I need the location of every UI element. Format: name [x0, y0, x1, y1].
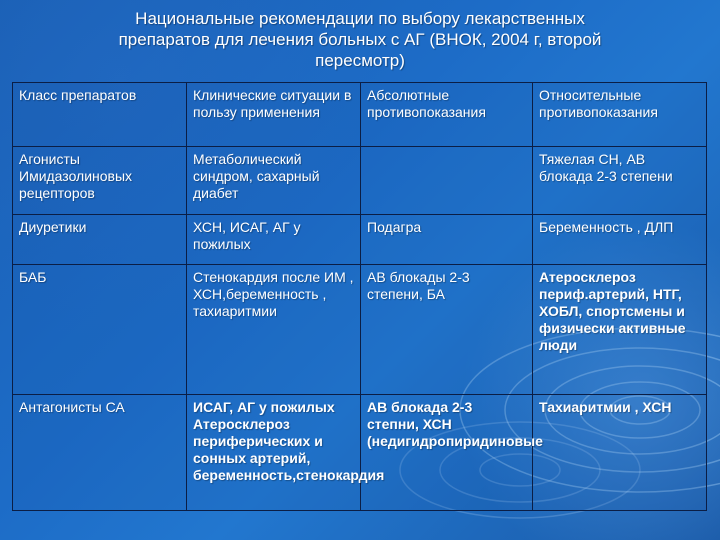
- header-absolute: Абсолютные противопоказания: [361, 83, 533, 147]
- title-line-3: пересмотр): [315, 51, 405, 70]
- cell-class: БАБ: [13, 265, 187, 395]
- table-row: [13, 215, 707, 265]
- cell-relative: Тяжелая СН, АВ блокада 2-3 степени: [533, 147, 707, 215]
- cell-indications: ИСАГ, АГ у пожилых Атеросклероз периферических и сонных артерий, беременность,стенокардия: [187, 395, 361, 511]
- cell-relative: Тахиаритмии , ХСН: [533, 395, 707, 511]
- cell-class: Антагонисты СА: [13, 395, 187, 511]
- table-row: [13, 395, 707, 511]
- cell-absolute: [361, 147, 533, 215]
- table-header-row: [13, 83, 707, 147]
- cell-class: Диуретики: [13, 215, 187, 265]
- slide-title: [40, 8, 680, 71]
- cell-indications: ХСН, ИСАГ, АГ у пожилых: [187, 215, 361, 265]
- cell-relative: Беременность , ДЛП: [533, 215, 707, 265]
- recommendations-table: [12, 82, 707, 511]
- header-relative: Относительные противопоказания: [533, 83, 707, 147]
- cell-absolute: Подагра: [361, 215, 533, 265]
- table-row: [13, 147, 707, 215]
- cell-absolute: АВ блокады 2-3 степени, БА: [361, 265, 533, 395]
- table-row: [13, 265, 707, 395]
- cell-class: Агонисты Имидазолиновых рецепторов: [13, 147, 187, 215]
- cell-indications: Стенокардия после ИМ , ХСН,беременность , тахиаритмии: [187, 265, 361, 395]
- cell-relative: Атеросклероз периф.артерий, НТГ, ХОБЛ, спортсмены и физически активные люди: [533, 265, 707, 395]
- cell-absolute: АВ блокада 2-3 степни, ХСН (недигидропиридиновые: [361, 395, 533, 511]
- cell-indications: Метаболический синдром, сахарный диабет: [187, 147, 361, 215]
- header-indications: Клинические ситуации в пользу применения: [187, 83, 361, 147]
- title-line-1: Национальные рекомендации по выбору лекарственных: [135, 9, 585, 28]
- title-line-2: препаратов для лечения больных с АГ (ВНОК, 2004 г, второй: [118, 30, 602, 49]
- header-class: Класс препаратов: [13, 83, 187, 147]
